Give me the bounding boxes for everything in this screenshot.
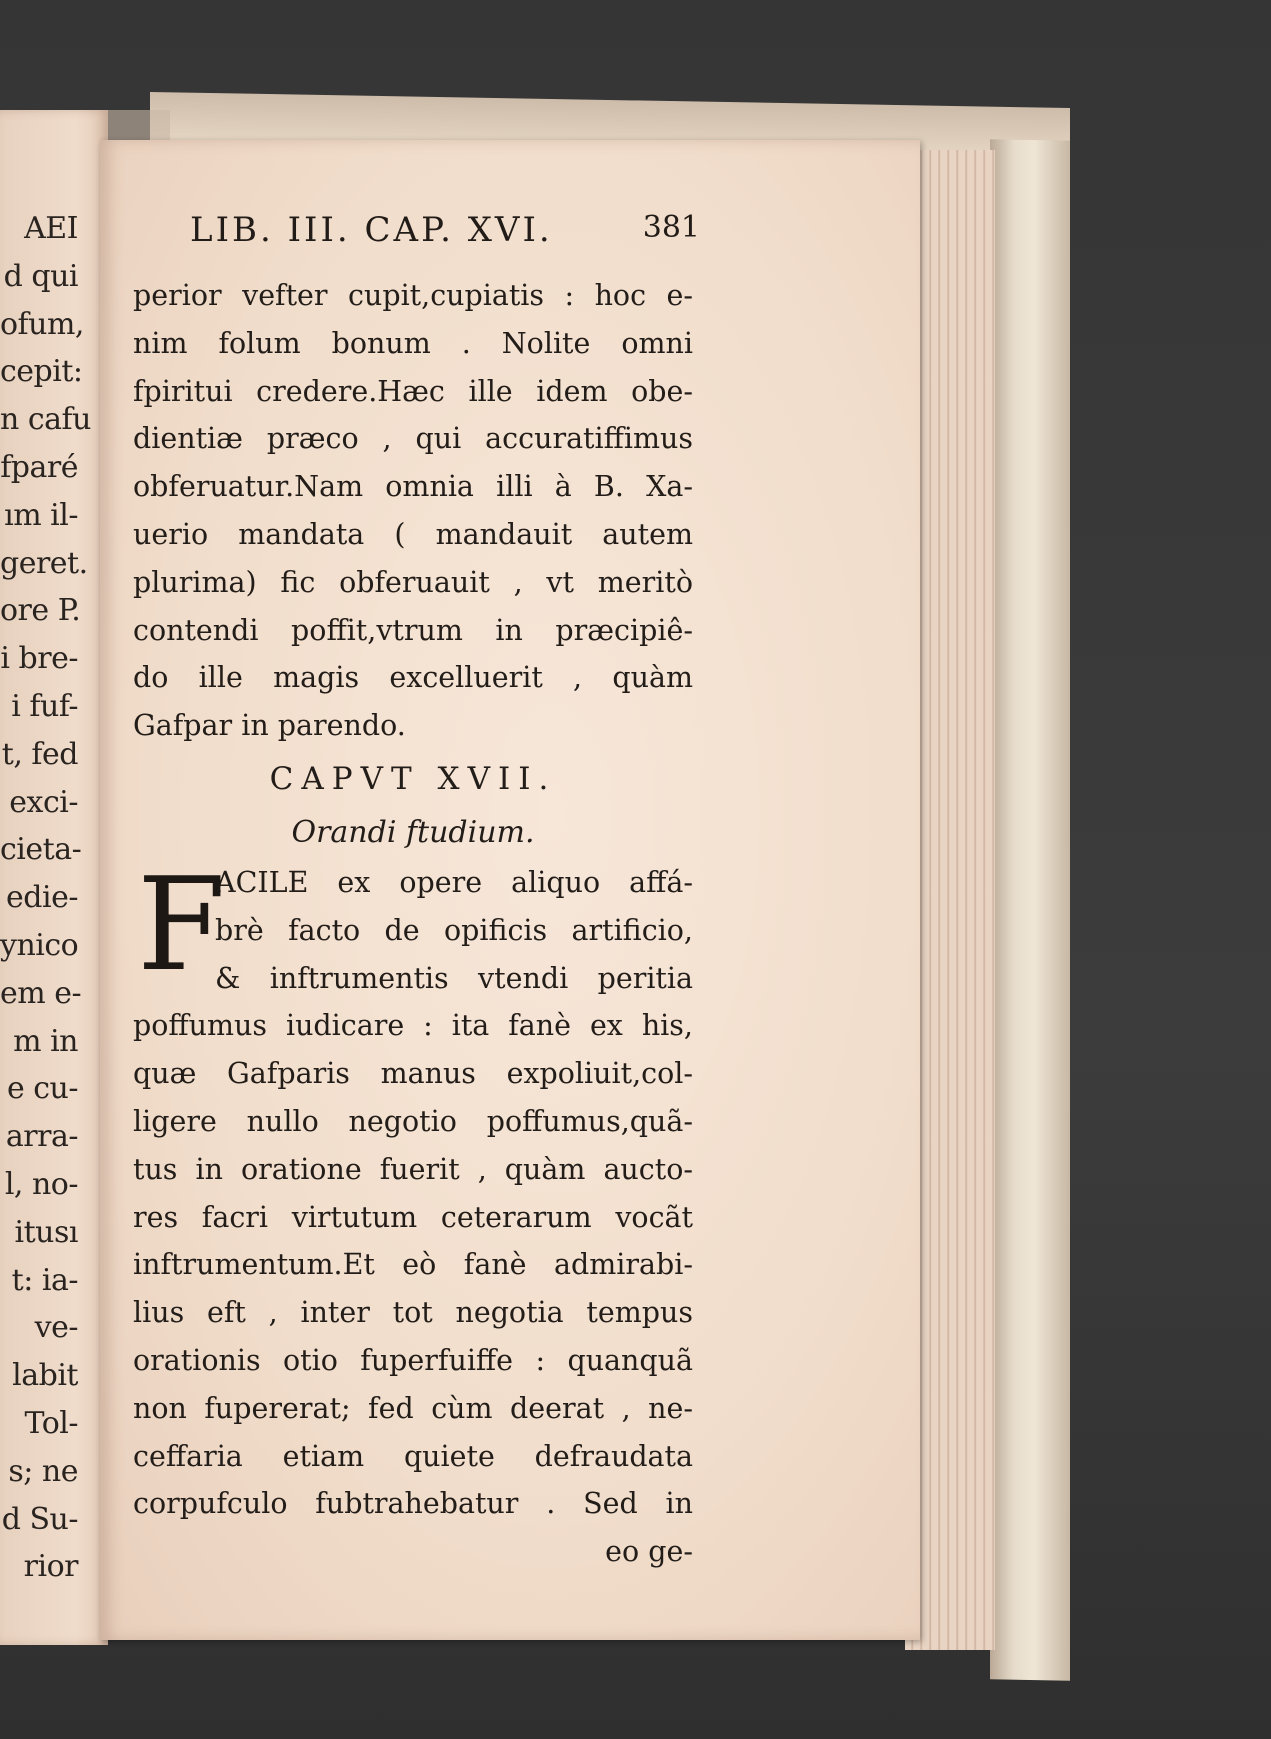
text-line: dientiæ præco , qui accuratiffimus	[133, 422, 693, 456]
left-page-fragment: exci-	[9, 784, 78, 820]
text-line: Gafpar in parendo.	[133, 709, 406, 743]
left-page-fragment: d qui	[3, 258, 78, 294]
left-page-fragment: rior	[23, 1549, 78, 1585]
left-page-fragment: n cafu	[0, 402, 91, 438]
text-line: poffumus iudicare : ita fanè ex his,	[133, 1009, 693, 1043]
text-line: & inftrumentis vtendi peritia	[215, 961, 693, 995]
left-page-fragment: ofum,	[0, 306, 84, 342]
left-page-fragment: em e-	[0, 975, 82, 1011]
chapter-title: CAPVT XVII.	[269, 760, 557, 797]
left-page-fragment: s; ne	[8, 1453, 78, 1489]
text-line: ligere nullo negotio poffumus,quã-	[133, 1104, 693, 1138]
left-page-fragment: ve-	[34, 1310, 78, 1346]
drop-cap: F	[137, 850, 226, 1000]
text-line: perior vefter cupit,cupiatis : hoc e-	[133, 279, 693, 312]
left-page-fragment: AEI	[24, 211, 78, 246]
page-body	[133, 272, 693, 1576]
left-page-fragment: l, no-	[4, 1166, 78, 1202]
book-cover-edge	[990, 139, 1070, 1680]
text-line: uerio mandata ( mandauit autem	[133, 517, 693, 551]
left-page-fragment: itusı	[14, 1214, 78, 1250]
left-page-fragment: i bre-	[0, 641, 78, 677]
page-header	[190, 210, 700, 260]
left-page-fragment: d Su-	[1, 1501, 78, 1537]
left-page-fragment: ynico	[0, 927, 79, 963]
paragraph-2	[133, 850, 693, 1576]
left-page-fragment: cieta-	[0, 832, 82, 868]
left-page-fragment: cepit:	[0, 354, 83, 390]
left-page-fragment: geret.	[0, 545, 88, 581]
text-line: plurima) fic obferuauit , vt meritò	[133, 565, 693, 599]
page-number: 381	[642, 210, 700, 245]
text-line: tus in oratione fuerit , quàm aucto-	[133, 1152, 693, 1186]
text-line: ACILE ex opere aliquo affá-	[215, 865, 693, 899]
text-line: brè facto de opificis artificio,	[215, 913, 693, 947]
text-line: contendi poffit,vtrum in præcipiê-	[133, 613, 693, 647]
left-page-text-fragments	[0, 205, 91, 1591]
paragraph-2-lines	[133, 1002, 693, 1528]
left-page-fragment: arra-	[5, 1119, 78, 1155]
text-line: quæ Gafparis manus expoliuit,col-	[133, 1057, 693, 1091]
text-line: res facri virtutum ceterarum vocãt	[133, 1200, 693, 1234]
text-line: inftrumentum.Et eò fanè admirabi-	[133, 1248, 693, 1282]
text-line: non fupererat; fed cùm deerat , ne-	[133, 1391, 693, 1425]
left-page-fragment: i fuf-	[11, 688, 78, 724]
text-line: nim folum bonum . Nolite omni	[133, 326, 693, 360]
text-line: lius eft , inter tot negotia tempus	[133, 1296, 693, 1330]
catchword: eo ge-	[605, 1535, 693, 1569]
left-page-fragment: labit	[12, 1358, 78, 1394]
left-page-fragment: e cu-	[6, 1071, 78, 1107]
text-line: corpufculo fubtrahebatur . Sed in	[133, 1487, 693, 1521]
chapter-subtitle: Orandi ftudium.	[291, 814, 535, 850]
left-page-fragment: ım il-	[4, 497, 78, 533]
text-line: fpiritui credere.Hæc ille idem obe-	[133, 374, 693, 408]
left-page-fragment: t, fed	[1, 736, 78, 772]
left-page-fragment: m in	[13, 1023, 78, 1059]
paragraph-1	[133, 272, 693, 750]
text-line: do ille magis excelluerit , quàm	[133, 661, 693, 695]
running-head: LIB. III. CAP. XVI.	[190, 210, 553, 250]
text-line: obferuatur.Nam omnia illi à B. Xa-	[133, 470, 693, 504]
text-line: orationis otio fuperfuiffe : quanquã	[133, 1343, 693, 1377]
left-page-fragment: ore P.	[0, 593, 81, 629]
left-page-fragment: t: ia-	[11, 1262, 78, 1298]
text-line: ceffaria etiam quiete defraudata	[133, 1439, 693, 1473]
left-page-fragment: fparé	[0, 449, 78, 485]
left-page-fragment: Tol-	[24, 1405, 78, 1441]
left-page-fragment: edie-	[6, 880, 78, 916]
